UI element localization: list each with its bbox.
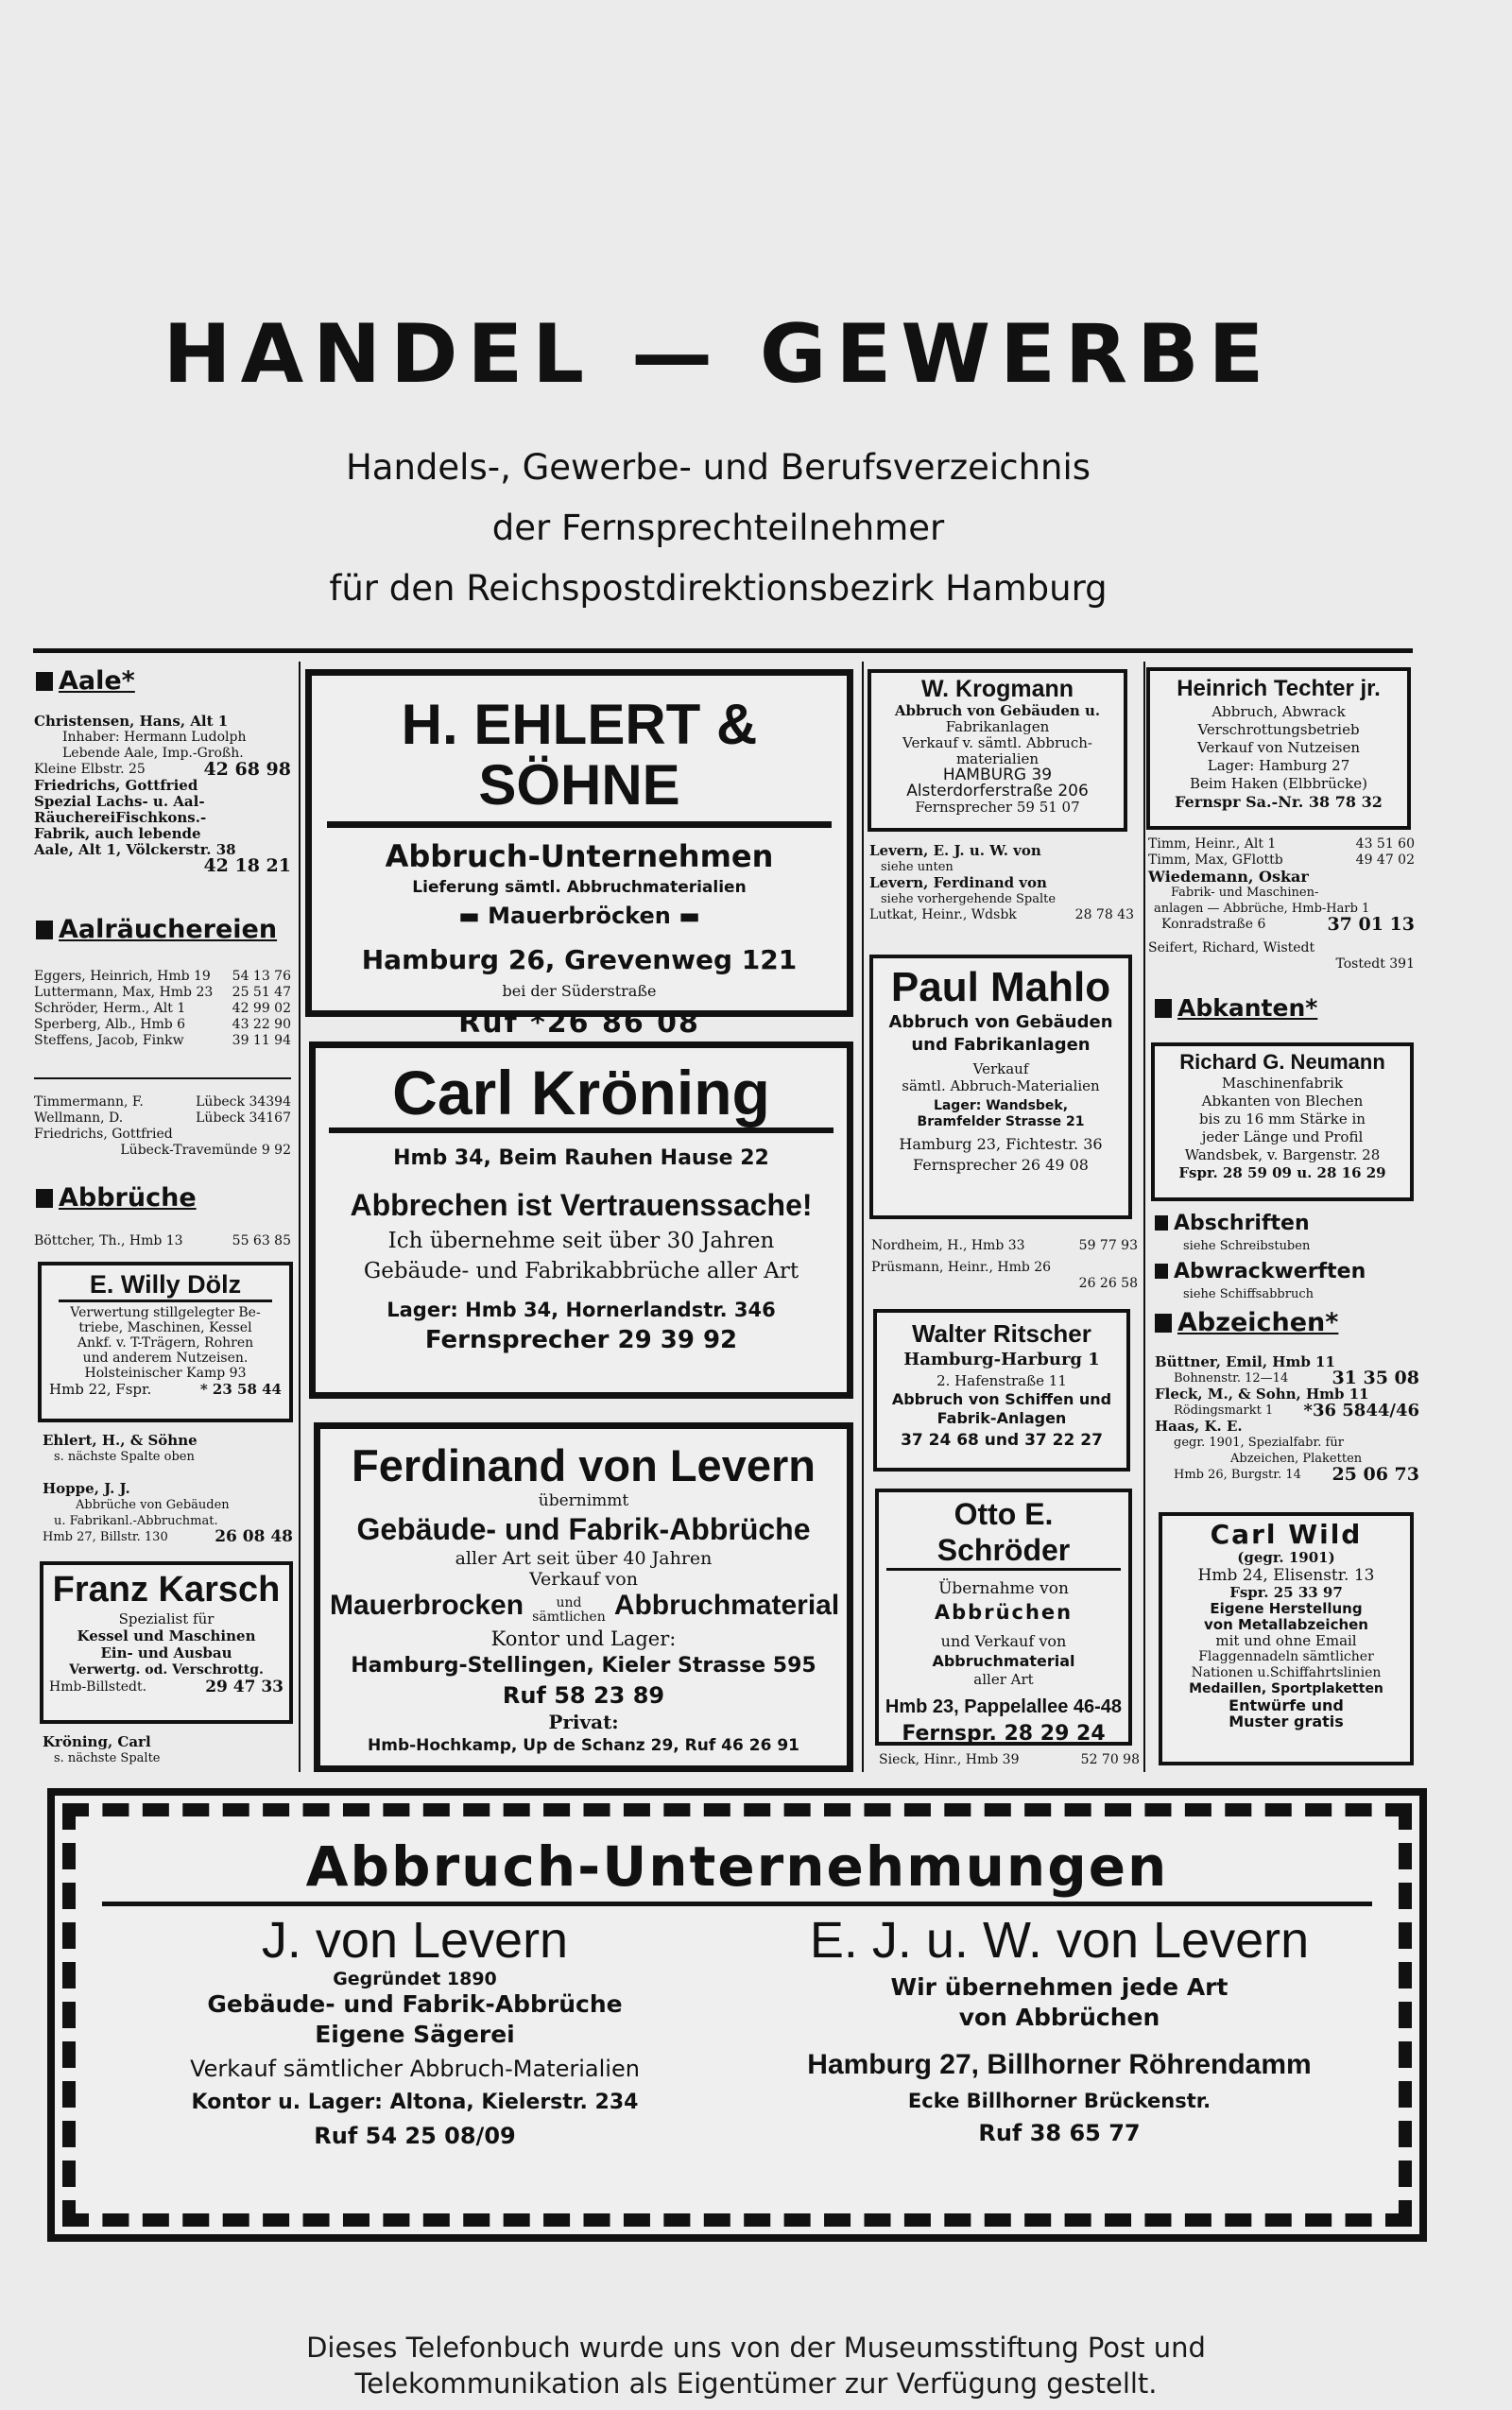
listing-detail: u. Fabrikanl.-Abbruchmat. <box>54 1514 218 1528</box>
listing-entry: Wellmann, D. <box>34 1110 124 1126</box>
ad-kroening-name: Carl Kröning <box>392 1058 770 1128</box>
ad-text: Hmb-Billstedt. <box>49 1679 147 1695</box>
ad-schroeder <box>875 1489 1132 1746</box>
listing-phone: 37 01 13 <box>1327 914 1415 935</box>
ad-krogmann-name: W. Krogmann <box>920 676 1074 702</box>
ad-text: Kontor und Lager: <box>490 1627 677 1650</box>
ad-text: jeder Länge und Profil <box>1201 1128 1364 1145</box>
ad-text: Übernahme von <box>938 1579 1069 1598</box>
section-heading-text: Abbrüche <box>59 1183 197 1213</box>
listing-entry: Friedrichs, Gottfried <box>34 1127 173 1142</box>
section-heading-abbrueche <box>36 1183 197 1213</box>
luebeck-entries <box>34 1094 291 1159</box>
listing-entry: Friedrichs, Gottfried <box>34 777 198 794</box>
aale-entries <box>34 714 291 874</box>
footer-line-2: Telekommunikation als Eigentümer zur Verfügung gestellt. <box>354 2367 1158 2400</box>
listing-phone: Lübeck-Travemünde 9 92 <box>120 1143 291 1158</box>
ad-text: Hamburg 27, Billhorner Röhrendamm <box>807 2049 1312 2080</box>
ad-schroeder-name: Otto E. Schröder <box>886 1496 1121 1571</box>
ad-text: Mauerbrocken <box>330 1590 524 1621</box>
ad-text: Verwertg. od. Verschrottg. <box>69 1662 264 1678</box>
listing-entry: Timm, Heinr., Alt 1 <box>1148 836 1277 852</box>
ad-ehlert <box>305 669 853 1040</box>
ad-text: Fabrikanlagen <box>945 718 1050 735</box>
listing-phone: 43 51 60 <box>1355 836 1415 852</box>
section-marker-icon <box>36 1189 53 1208</box>
ad-text: Flaggennadeln sämtlicher <box>1198 1649 1374 1664</box>
column-rule <box>299 662 301 1772</box>
ad-text: Abbruchmaterial <box>613 1590 840 1621</box>
ad-text: Spezialist für <box>118 1610 215 1627</box>
ad-text: und Fabrikanlagen <box>911 1035 1091 1055</box>
ad-text-inner: Mauerbröcken <box>488 903 671 929</box>
section-heading-text: Abwrackwerften <box>1174 1260 1366 1283</box>
ad-text: Hmb 22, Fspr. <box>49 1381 152 1398</box>
listing-entry: Prüsmann, Heinr., Hmb 26 <box>871 1260 1052 1275</box>
aalraeuchereien-entries <box>34 969 291 1049</box>
ad-phone: Fspr. 28 59 09 u. 28 16 29 <box>1178 1164 1386 1181</box>
ad-techter <box>1146 667 1411 830</box>
ad-text: HAMBURG 39 <box>942 766 1053 784</box>
ad-mahlo <box>869 955 1132 1219</box>
section-marker-icon <box>1155 1314 1172 1333</box>
listing-phone: 39 11 94 <box>232 1033 291 1048</box>
ad-phone: Ruf 54 25 08/09 <box>314 2123 516 2149</box>
ad-text: übernimmt <box>538 1491 629 1510</box>
ad-text: Abbrechen ist Vertrauenssache! <box>350 1188 813 1222</box>
ad-levern <box>314 1422 853 1772</box>
hoppe-entry <box>43 1481 293 1545</box>
listing-detail: siehe vorhergehende Spalte <box>881 892 1057 906</box>
ad-mahlo-name: Paul Mahlo <box>890 964 1111 1010</box>
listing-detail: Abzeichen, Plaketten <box>1230 1452 1363 1466</box>
listing-entry: Ehlert, H., & Söhne <box>43 1432 198 1449</box>
listing-phone: 26 26 58 <box>1078 1276 1138 1291</box>
section-marker-icon <box>1155 999 1172 1018</box>
ad-ritscher-name: Walter Ritscher <box>912 1319 1091 1348</box>
page-title: HANDEL — GEWERBE <box>163 307 1274 402</box>
ad-wild <box>1159 1512 1414 1765</box>
ad-text: Medaillen, Sportplaketten <box>1189 1681 1383 1696</box>
ad-text: Abbruch-Unternehmen <box>385 838 774 874</box>
ad-text: Bramfelder Strasse 21 <box>917 1114 1085 1129</box>
ad-text: und anderem Nutzeisen. <box>82 1351 249 1366</box>
ad-text: Abkanten von Blechen <box>1201 1093 1364 1110</box>
ad-text: aller Art <box>973 1671 1034 1688</box>
listing-phone: 42 18 21 <box>203 855 291 876</box>
listing-detail: Lebende Aale, Imp.-Großh. <box>62 746 244 761</box>
section-heading-text: Aale* <box>59 666 135 696</box>
ad-text: Hamburg 23, Fichtestr. 36 <box>899 1135 1103 1153</box>
ad-left-name: J. von Levern <box>261 1912 569 1969</box>
listing-entry: Timm, Max, GFlottb <box>1148 852 1283 868</box>
listing-entry: Christensen, Hans, Alt 1 <box>34 713 229 730</box>
ad-text: Verschrottungsbetrieb <box>1197 721 1360 738</box>
ad-abbruch-unternehmungen <box>47 1788 1427 2242</box>
listing-detail: Fabrik- und Maschinen- <box>1171 886 1319 900</box>
listing-address: Hmb 27, Billstr. 130 <box>43 1530 168 1544</box>
footer-line-1: Dieses Telefonbuch wurde uns von der Museumsstiftung Post und <box>306 2331 1206 2364</box>
section-heading-abschriften <box>1155 1212 1310 1235</box>
ad-right-name: E. J. u. W. von Levern <box>809 1912 1310 1969</box>
listing-entry: Böttcher, Th., Hmb 13 <box>34 1233 183 1248</box>
section-heading-text: Abkanten* <box>1177 994 1318 1022</box>
ad-text: Lager: Wandsbek, <box>933 1098 1069 1113</box>
ad-phone: Fernsprecher 26 49 08 <box>913 1156 1089 1174</box>
listing-detail: s. nächste Spalte oben <box>54 1450 195 1464</box>
ad-wild-name: Carl Wild <box>1210 1519 1363 1550</box>
page-subtitle-3: für den Reichspostdirektionsbezirk Hamburg <box>329 568 1108 609</box>
ehlert-entry <box>43 1433 293 1465</box>
listing-detail: siehe unten <box>881 860 954 874</box>
listing-phone: 54 13 76 <box>232 969 291 984</box>
ad-text: Ich übernehme seit über 30 Jahren <box>387 1229 775 1253</box>
page-subtitle-1: Handels-, Gewerbe- und Berufsverzeichnis <box>345 447 1091 488</box>
ad-right-block <box>737 1912 1382 2154</box>
ad-text: Ein- und Ausbau <box>100 1644 232 1661</box>
ad-text: Lager: Hamburg 27 <box>1207 757 1350 774</box>
listing-entry: Fleck, M., & Sohn, Hmb 11 <box>1155 1386 1369 1403</box>
ad-text: Abbruch von Gebäuden <box>888 1012 1113 1032</box>
section-heading-aalraeuchereien <box>36 915 277 944</box>
ad-text: Beim Haken (Elbbrücke) <box>1190 775 1367 792</box>
ad-text: Abbruch von Schiffen und <box>891 1390 1112 1408</box>
ad-text: Abbruch, Abwrack <box>1211 703 1346 720</box>
ad-phone: Fernsprecher 59 51 07 <box>915 799 1080 816</box>
listing-phone: 55 63 85 <box>232 1233 291 1248</box>
ad-kroening <box>309 1041 853 1399</box>
header-rule <box>33 648 1413 653</box>
ad-text: Wandsbek, v. Bargenstr. 28 <box>1184 1146 1381 1163</box>
listing-entry: Levern, E. J. u. W. von <box>869 842 1041 859</box>
listing-detail: RäuchereiFischkons.- <box>34 809 207 826</box>
ad-karsch-name: Franz Karsch <box>52 1570 281 1610</box>
ad-text: Hmb 34, Beim Rauhen Hause 22 <box>393 1146 769 1170</box>
kroening-entry <box>43 1734 293 1766</box>
ad-rule <box>329 1128 833 1133</box>
ad-text: mit und ohne Email <box>1215 1632 1357 1649</box>
listing-phone: Lübeck 34394 <box>196 1094 291 1110</box>
ad-phone: Ruf *26 86 08 <box>458 1007 700 1040</box>
listing-entry: Steffens, Jacob, Finkw <box>34 1033 184 1048</box>
ad-phone: 29 47 33 <box>205 1678 284 1696</box>
section-heading-abzeichen <box>1155 1308 1338 1337</box>
ad-rule <box>327 821 832 828</box>
ad-text: sämtl. Abbruch-Materialien <box>902 1077 1100 1094</box>
ad-text: Alsterdorferstraße 206 <box>906 782 1089 800</box>
abwrack-ref: siehe Schiffsabbruch <box>1183 1287 1314 1301</box>
ad-text: ▬ Mauerbröcken ▬ <box>458 903 700 929</box>
abschriften-ref: siehe Schreibstuben <box>1183 1239 1311 1253</box>
ad-bottom-title: Abbruch-Unternehmungen <box>305 1834 1169 1899</box>
listing-phone: 59 77 93 <box>1078 1238 1138 1253</box>
ad-text: Verkauf <box>972 1060 1029 1077</box>
ad-phone: Ruf 58 23 89 <box>502 1682 665 1709</box>
ad-text: 2. Hafenstraße 11 <box>936 1372 1067 1389</box>
listing-phone: 28 78 43 <box>1074 907 1134 922</box>
ad-phone: Fernsprecher 29 39 92 <box>424 1326 738 1354</box>
section-marker-icon <box>1155 1215 1168 1231</box>
column-rule <box>1143 662 1145 1772</box>
ad-left-block <box>93 1912 737 2154</box>
ad-text: von Metallabzeichen <box>1204 1616 1368 1633</box>
listing-entry: Sperberg, Alb., Hmb 6 <box>34 1017 186 1032</box>
ad-text: (gegr. 1901) <box>1237 1549 1335 1566</box>
listing-detail: Spezial Lachs- u. Aal- <box>34 793 205 810</box>
listing-address: Konradstraße 6 <box>1161 917 1266 932</box>
column-rule <box>862 662 864 1772</box>
listing-entry: Schröder, Herm., Alt 1 <box>34 1001 186 1016</box>
ad-text: Verwertung stillgelegter Be- <box>70 1305 261 1320</box>
listing-entry: Eggers, Heinrich, Hmb 19 <box>34 969 211 984</box>
ad-text: Abbruch von Gebäuden u. <box>894 702 1101 719</box>
section-heading-abwrackwerften <box>1155 1260 1366 1283</box>
section-marker-icon <box>36 672 53 691</box>
ad-text: Gegründet 1890 <box>333 1969 497 1989</box>
ad-text: bis zu 16 mm Stärke in <box>1199 1110 1366 1128</box>
ad-text: Verkauf sämtlicher Abbruch-Materialien <box>190 2056 640 2082</box>
section-heading-abkanten <box>1155 994 1317 1022</box>
nordheim-pruesmann-entries <box>871 1238 1138 1292</box>
sieck-entry <box>879 1752 1140 1768</box>
listing-entry: Levern, Ferdinand von <box>869 874 1047 891</box>
listing-address: Bohnenstr. 12—14 <box>1174 1371 1289 1386</box>
section-marker-icon <box>36 921 53 939</box>
ad-text: und <box>556 1594 582 1610</box>
listing-phone: 25 06 73 <box>1332 1464 1419 1485</box>
listing-address: Kleine Elbstr. 25 <box>34 762 146 777</box>
ad-rule <box>102 1902 1372 1906</box>
listing-entry: Sieck, Hinr., Hmb 39 <box>879 1752 1020 1767</box>
listing-detail: Aale, Alt 1, Völckerstr. 38 <box>34 841 236 858</box>
listing-phone: 26 08 48 <box>215 1527 293 1546</box>
section-divider <box>34 1077 291 1079</box>
listing-entry: Büttner, Emil, Hmb 11 <box>1155 1353 1335 1370</box>
ad-text: Hamburg-Stellingen, Kieler Strasse 595 <box>351 1654 816 1678</box>
ad-doelz <box>38 1262 293 1422</box>
ad-text: Verkauf von Nutzeisen <box>1196 739 1361 756</box>
ad-text: Lager: Hmb 34, Hornerlandstr. 346 <box>387 1299 776 1321</box>
listing-entry: Haas, K. E. <box>1155 1418 1243 1435</box>
listing-detail: Inhaber: Hermann Ludolph <box>62 730 247 745</box>
ad-text: Hamburg 26, Grevenweg 121 <box>361 944 798 975</box>
listing-detail: Abbrüche von Gebäuden <box>76 1498 230 1512</box>
listing-address: Rödingsmarkt 1 <box>1174 1403 1274 1418</box>
ad-neumann-name: Richard G. Neumann <box>1179 1050 1385 1074</box>
listing-phone: 49 47 02 <box>1355 852 1415 868</box>
ad-text: Nationen u.Schiffahrtslinien <box>1191 1665 1382 1680</box>
ad-text: Abbrüchen <box>934 1601 1074 1624</box>
listing-phone: 31 35 08 <box>1332 1368 1419 1388</box>
timm-entries <box>1148 836 1415 973</box>
ad-text: Kessel und Maschinen <box>77 1627 256 1644</box>
ad-text: Abbruchmaterial <box>932 1652 1075 1670</box>
ad-text: Maschinenfabrik <box>1221 1075 1344 1092</box>
listing-phone: Lübeck 34167 <box>196 1110 291 1126</box>
ad-phone: 37 24 68 und 37 22 27 <box>901 1431 1103 1450</box>
listing-phone: 42 68 98 <box>203 759 291 780</box>
ad-ehlert-name: H. EHLERT & SÖHNE <box>401 693 758 817</box>
page-subtitle-2: der Fernsprechteilnehmer <box>491 508 945 548</box>
ad-text: Ankf. v. T-Trägern, Rohren <box>77 1335 254 1351</box>
ad-text: Hmb-Hochkamp, Up de Schanz 29, Ruf 46 26 91 <box>368 1736 799 1755</box>
ad-text: Verkauf v. sämtl. Abbruch- <box>902 734 1092 751</box>
ad-levern-name: Ferdinand von Levern <box>352 1440 816 1490</box>
listing-phone: 42 99 02 <box>232 1001 291 1016</box>
listing-detail: Fabrik, auch lebende <box>34 825 201 842</box>
listing-phone: 25 51 47 <box>232 985 291 1000</box>
section-heading-text: Abschriften <box>1174 1212 1310 1235</box>
ad-krogmann <box>868 669 1127 832</box>
listing-detail: anlagen — Abbrüche, Hmb-Harb 1 <box>1154 902 1370 916</box>
ad-text: und Verkauf von <box>940 1632 1067 1650</box>
listing-entry: Kröning, Carl <box>43 1733 151 1750</box>
listing-entry: Lutkat, Heinr., Wdsbk <box>869 907 1017 922</box>
ad-text: Privat: <box>548 1711 619 1733</box>
section-heading-aale <box>36 666 135 696</box>
ad-text: Gebäude- und Fabrik-Abbrüche <box>207 1990 623 2018</box>
ad-text: Ecke Billhorner Brückenstr. <box>907 2090 1211 2112</box>
section-marker-icon <box>1155 1264 1168 1279</box>
listing-phone: 52 70 98 <box>1080 1752 1140 1767</box>
listing-address: Hmb 26, Burgstr. 14 <box>1174 1468 1301 1482</box>
ad-text: Muster gratis <box>1228 1713 1344 1730</box>
abzeichen-entries <box>1155 1354 1419 1483</box>
listing-phone: 43 22 90 <box>232 1017 291 1032</box>
ad-neumann <box>1151 1042 1414 1201</box>
ad-text: triebe, Maschinen, Kessel <box>78 1320 252 1335</box>
listing-entry: Luttermann, Max, Hmb 23 <box>34 985 214 1000</box>
ad-text-row <box>330 1590 840 1626</box>
ad-text: Gebäude- und Fabrikabbrüche aller Art <box>363 1259 799 1283</box>
ad-text: Verkauf von <box>529 1569 638 1590</box>
ad-karsch <box>40 1561 293 1724</box>
ad-text: Eigene Herstellung <box>1210 1600 1363 1617</box>
listing-phone: Tostedt 391 <box>1335 956 1415 972</box>
ad-text: bei der Süderstraße <box>502 982 657 1000</box>
listing-phone: *36 5844/46 <box>1303 1401 1419 1420</box>
ad-techter-name: Heinrich Techter jr. <box>1177 676 1381 701</box>
listing-entry: Wiedemann, Oskar <box>1148 868 1309 886</box>
ad-text: Wir übernehmen jede Art <box>890 1973 1228 2001</box>
listing-detail: gegr. 1901, Spezialfabr. für <box>1174 1436 1344 1450</box>
ad-phone: Fernspr Sa.-Nr. 38 78 32 <box>1175 793 1383 811</box>
ad-text: Fabrik-Anlagen <box>936 1409 1067 1427</box>
section-heading-text: Abzeichen* <box>1177 1308 1339 1337</box>
ad-text: von Abbrüchen <box>958 2004 1160 2031</box>
footer-notice <box>0 2320 1512 2410</box>
ad-text: Hmb 24, Elisenstr. 13 <box>1197 1566 1375 1585</box>
ad-text: Hmb 23, Pappelallee 46-48 <box>885 1696 1123 1717</box>
ad-ritscher <box>873 1309 1130 1472</box>
ad-text: sämtlichen <box>532 1609 606 1625</box>
ad-text: materialien <box>955 750 1040 767</box>
listing-entry: Nordheim, H., Hmb 33 <box>871 1238 1025 1253</box>
listing-entry: Hoppe, J. J. <box>43 1480 130 1497</box>
ad-text: Entwürfe und <box>1228 1696 1344 1714</box>
listing-entry: Seifert, Richard, Wistedt <box>1148 940 1315 955</box>
boettcher-entry <box>34 1233 291 1249</box>
ad-text: Eigene Sägerei <box>315 2021 515 2048</box>
ad-text: Gebäude- und Fabrik-Abbrüche <box>356 1512 811 1546</box>
ad-text: Hamburg-Harburg 1 <box>903 1350 1100 1369</box>
levern-entries <box>869 843 1134 923</box>
listing-entry: Timmermann, F. <box>34 1094 144 1110</box>
ad-phone: * 23 58 44 <box>199 1381 282 1398</box>
listing-detail: s. nächste Spalte <box>54 1751 161 1765</box>
ad-text: Kontor u. Lager: Altona, Kielerstr. 234 <box>191 2091 639 2114</box>
ad-phone: Ruf 38 65 77 <box>978 2120 1141 2146</box>
section-heading-text: Aalräuchereien <box>59 915 278 944</box>
ad-text: Lieferung sämtl. Abbruchmaterialien <box>412 878 747 897</box>
ad-doelz-name: E. Willy Dölz <box>59 1269 272 1302</box>
ad-text: Holsteinischer Kamp 93 <box>84 1366 247 1381</box>
ad-phone: Fernspr. 28 29 24 <box>902 1722 1106 1746</box>
ad-text: aller Art seit über 40 Jahren <box>455 1548 713 1569</box>
ad-phone: Fspr. 25 33 97 <box>1229 1584 1343 1601</box>
